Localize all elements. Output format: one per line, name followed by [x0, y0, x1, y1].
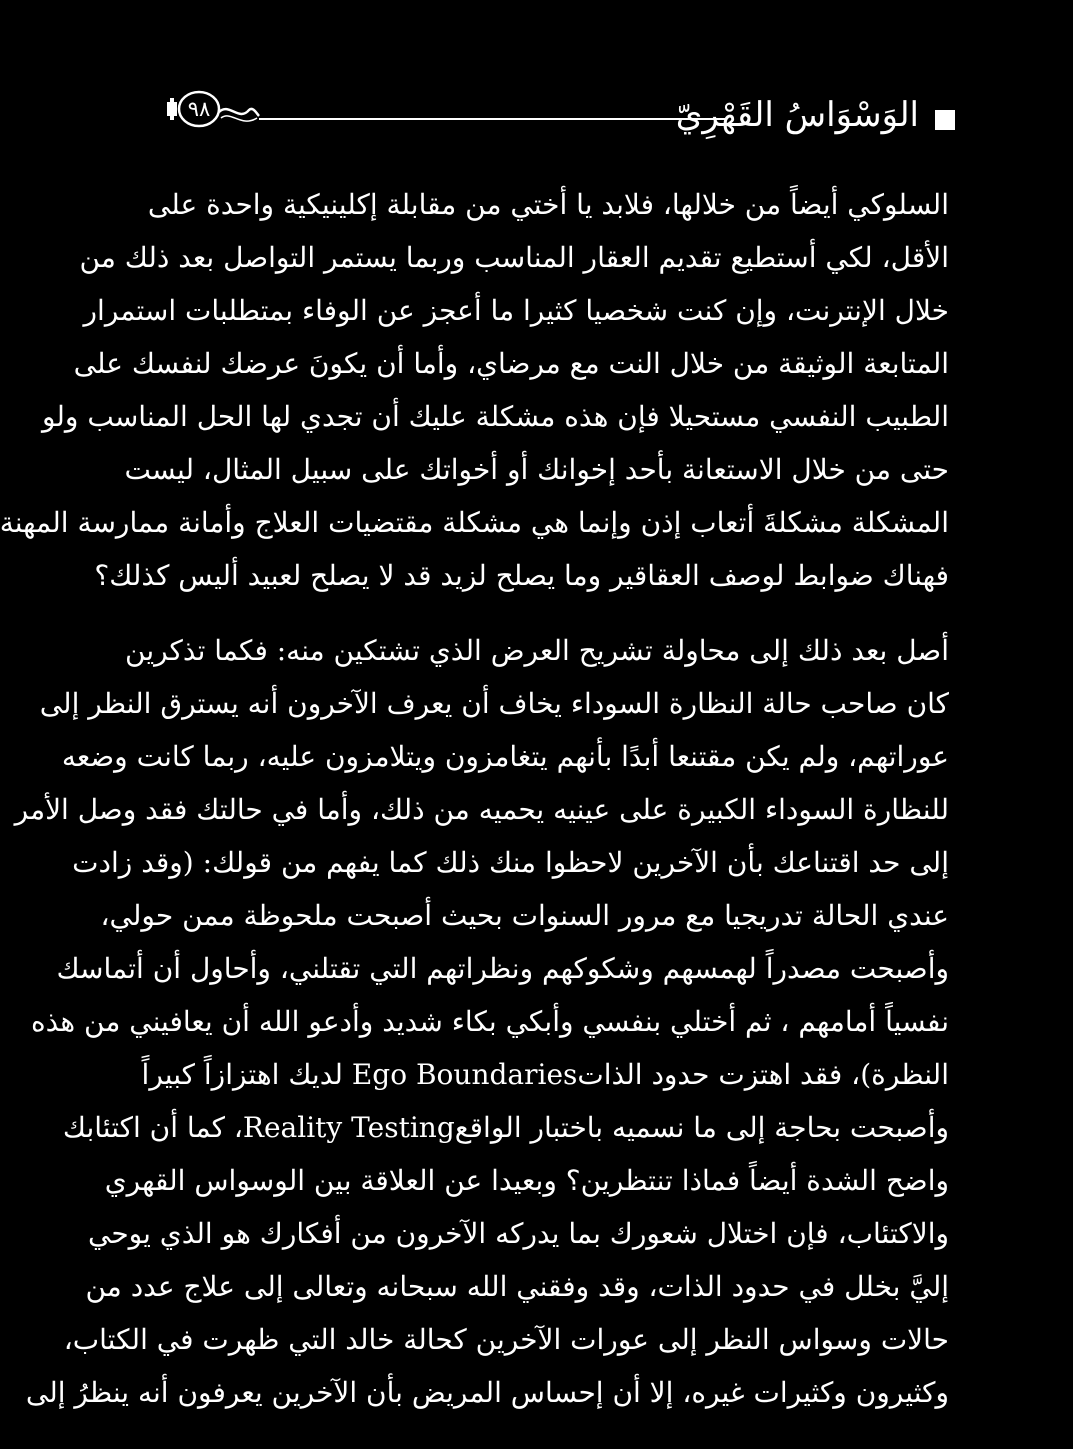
square-bullet-icon [935, 110, 955, 130]
paragraph [14, 624, 949, 1419]
text-line: للنظارة السوداء الكبيرة على عينيه يحميه من ذلك، وأما في حالتك فقد وصل الأمر [14, 793, 949, 826]
text-line: إلى حد اقتناعك بأن الآخرين لاحظوا منك ذلك كما يفهم من قولك: (وقد زادت [72, 846, 949, 879]
text-line: أصل بعد ذلك إلى محاولة تشريح العرض الذي تشتكين منه: فكما تذكرين [125, 634, 949, 667]
text-line: عندي الحالة تدريجيا مع مرور السنوات بحيث أصبحت ملحوظة ممن حولي، [100, 899, 949, 932]
text-line: خلال الإنترنت، وإن كنت شخصيا كثيرا ما أعجز عن الوفاء بمتطلبات استمرار [83, 294, 949, 327]
text-line: وأصبحت مصدراً لهمسهم وشكوكهم ونظراتهم التي تقتلني، وأحاول أن أتماسك [56, 952, 949, 985]
text-line: وأصبحت بحاجة إلى ما نسميه باختبار الواقعReality Testing، كما أن اكتئابك [62, 1111, 949, 1144]
text-line: المشكلة مشكلةَ أتعاب إذن وإنما هي مشكلة مقتضيات العلاج وأمانة ممارسة المهنة [0, 506, 949, 539]
header-rule [259, 118, 725, 120]
text-line: إليَّ بخلل في حدود الذات، وقد وفقني الله سبحانه وتعالى إلى علاج عدد من [85, 1270, 949, 1303]
text-line: النظرة)، فقد اهتزت حدود الذاتEgo Boundaries لديك اهتزازاً كبيراً [141, 1058, 949, 1091]
text-line: وكثيرون وكثيرات غيره، إلا أن إحساس المريض بأن الآخرين يعرفون أنه ينظرُ إلى [25, 1376, 949, 1409]
text-line: والاكتئاب، فإن اختلال شعورك بما يدركه الآخرون من أفكارك هو الذي يوحي [87, 1217, 949, 1250]
page-number: ٩٨ [187, 97, 211, 121]
text-line: الأقل، لكي أستطيع تقديم العقار المناسب وربما يستمر التواصل بعد ذلك من [79, 241, 949, 274]
paragraph [0, 178, 949, 602]
text-line: عوراتهم، ولم يكن مقتنعا أبدًا بأنهم يتغامزون ويتلامزون عليه، ربما كانت وضعه [61, 740, 949, 773]
page-header [165, 88, 955, 168]
text-line: حتى من خلال الاستعانة بأحد إخوانك أو أخواتك على سبيل المثال، ليست [124, 453, 949, 486]
text-line: المتابعة الوثيقة من خلال النت مع مرضاي، وأما أن يكونَ عرضك لنفسك على [73, 347, 949, 380]
body-text [0, 178, 949, 1419]
text-line: حالات وسواس النظر إلى عورات الآخرين كحالة خالد التي ظهرت في الكتاب، [63, 1323, 949, 1356]
text-line: كان صاحب حالة النظارة السوداء يخاف أن يعرف الآخرون أنه يسترق النظر إلى [39, 687, 949, 720]
text-line: واضح الشدة أيضاً فماذا تنتظرين؟ وبعيدا عن العلاقة بين الوسواس القهري [104, 1164, 949, 1197]
text-line: السلوكي أيضاً من خلالها، فلابد يا أختي من مقابلة إكلينيكية واحدة على [147, 188, 949, 221]
text-line: الطبيب النفسي مستحيلا فإن هذه مشكلة عليك أن تجدي لها الحل المناسب ولو [41, 400, 949, 433]
text-line: نفسياً أمامهم ، ثم أختلي بنفسي وأبكي بكاء شديد وأدعو الله أن يعافيني من هذه [31, 1005, 949, 1038]
text-line: فهناك ضوابط لوصف العقاقير وما يصلح لزيد قد لا يصلح لعبيد أليس كذلك؟ [94, 559, 949, 592]
running-title: الوَسْوَاسُ القَهْرِيّ [675, 95, 919, 135]
